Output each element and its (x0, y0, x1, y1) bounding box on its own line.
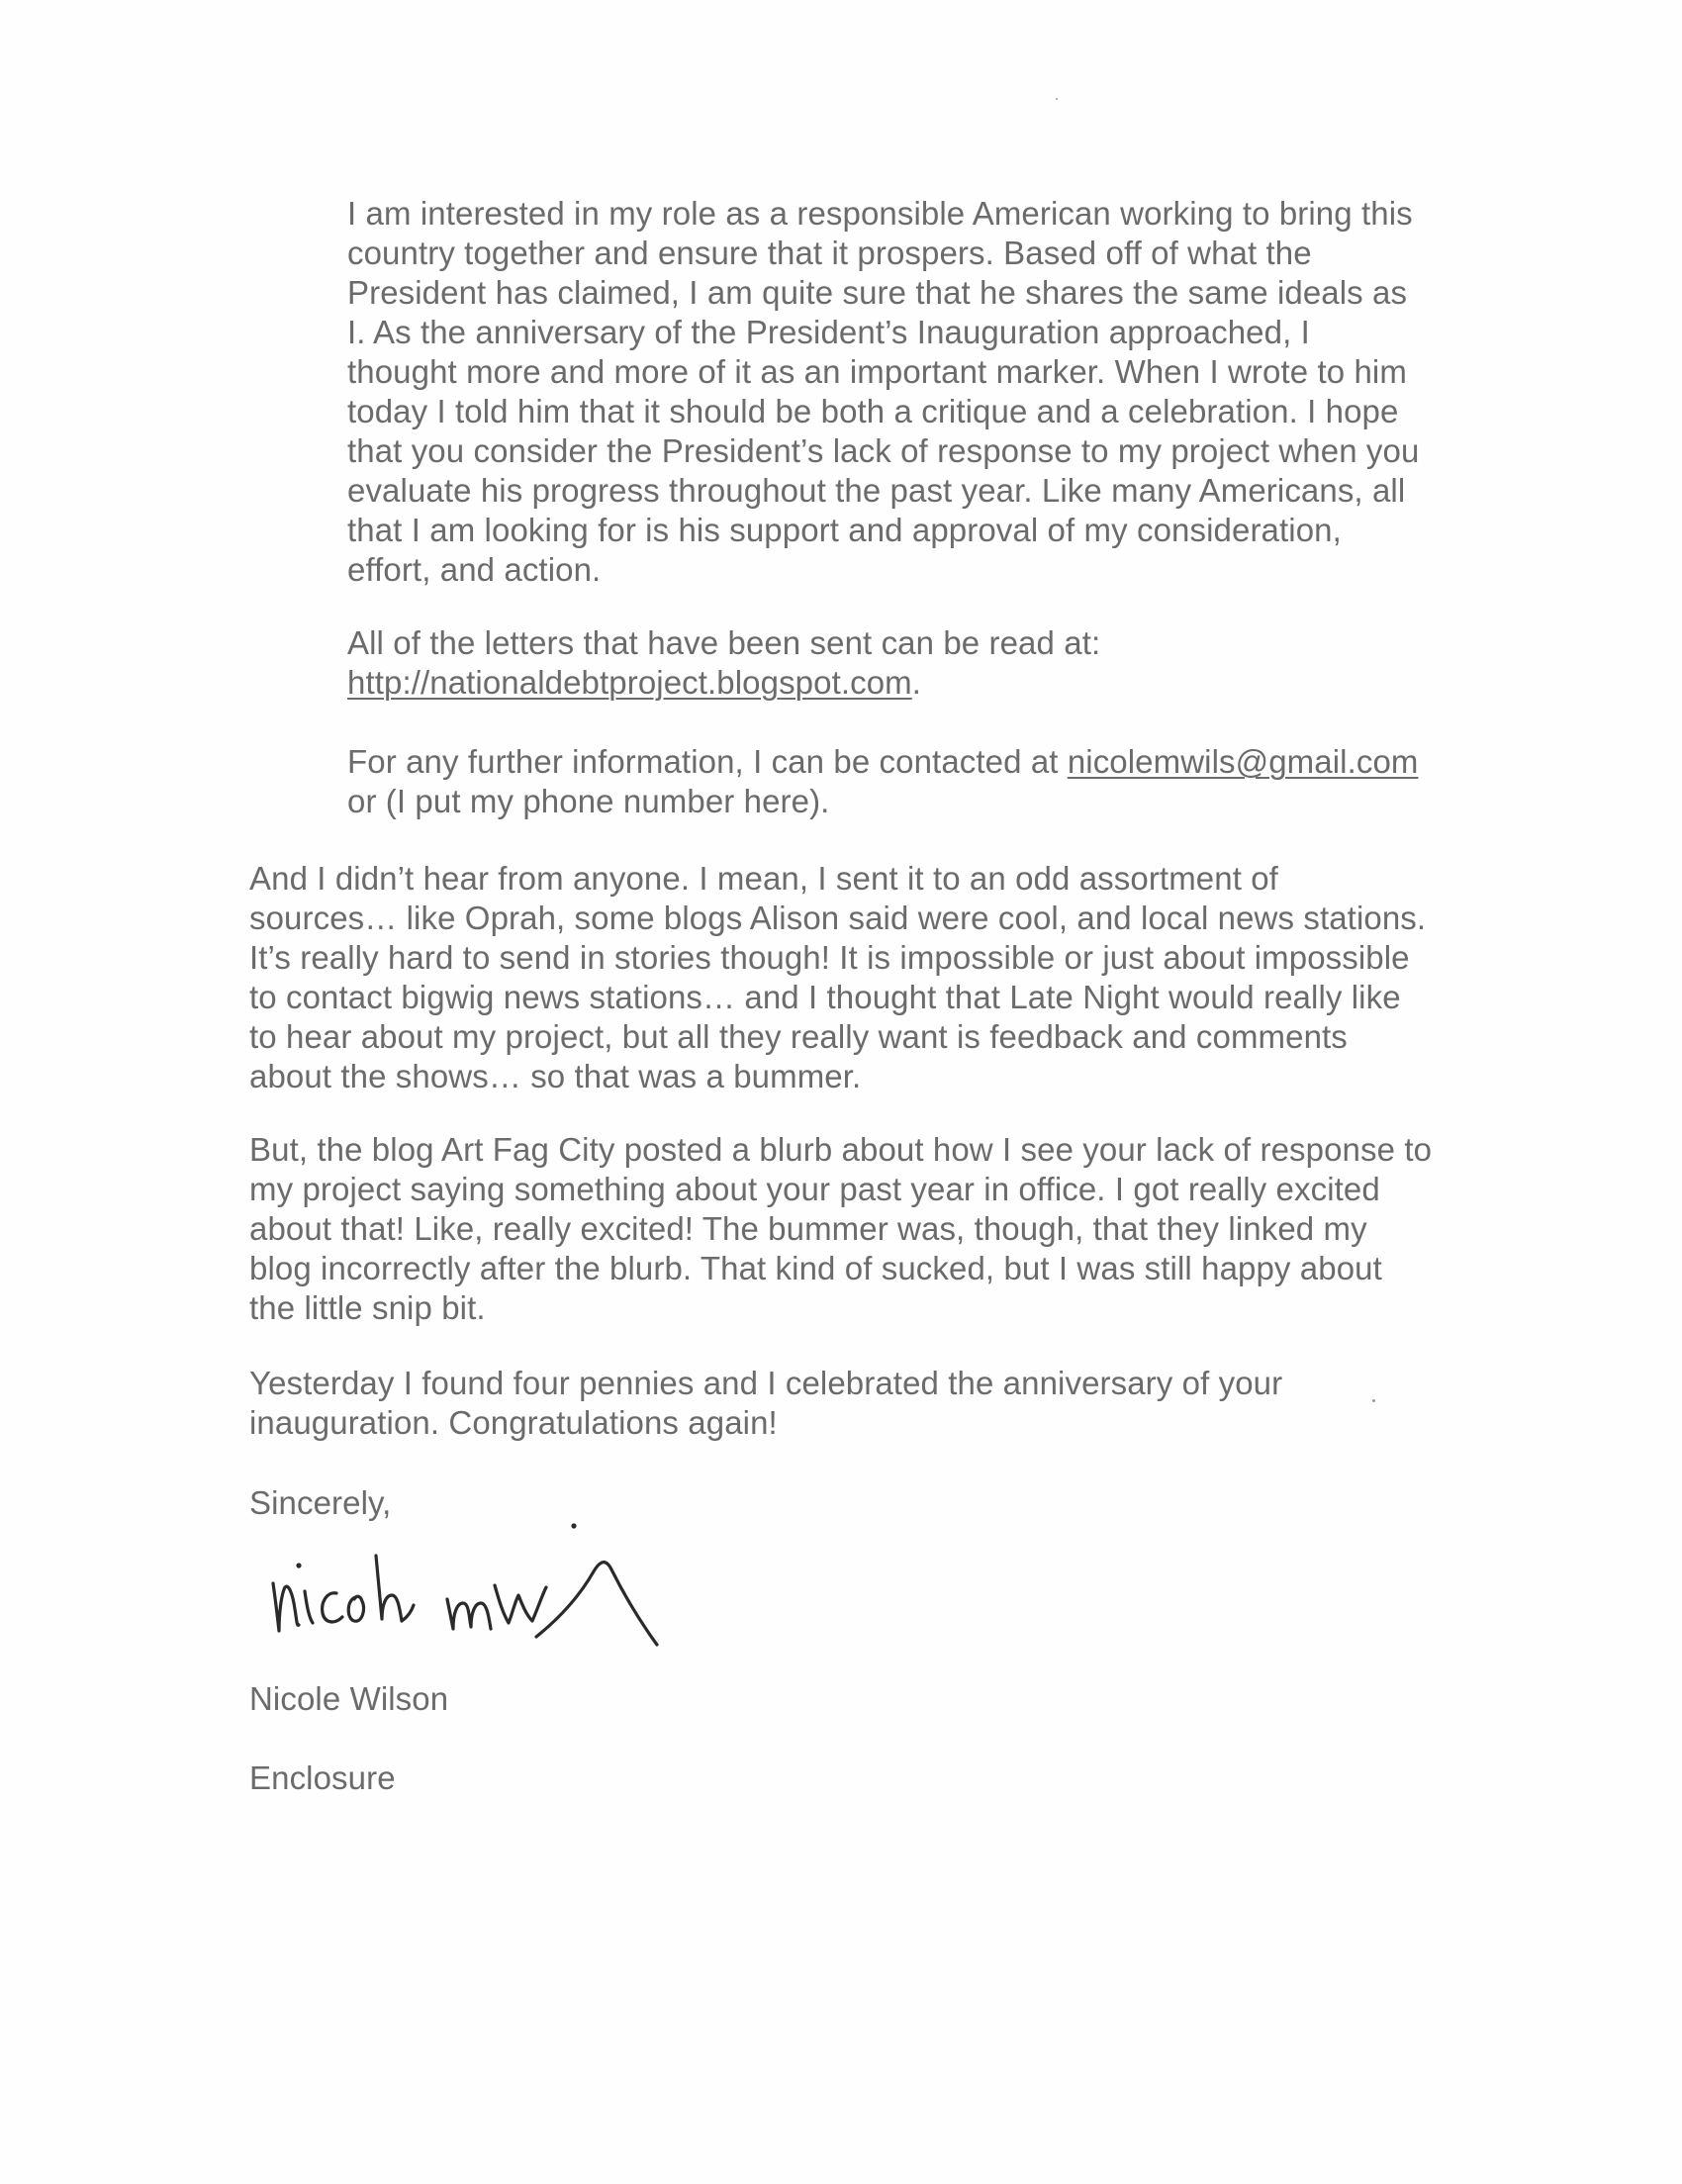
paragraph-2 (249, 1130, 1476, 1328)
contact-line (347, 742, 1436, 782)
quoted-paragraph-1 (347, 194, 1436, 590)
quoted-paragraph-1-line: that you consider the President’s lack of response to my project when you (347, 432, 1420, 469)
paragraph-1 (249, 859, 1476, 1096)
letters-intro-text: All of the letters that have been sent can be read at: (347, 624, 1101, 661)
paragraph-1-line: to hear about my project, but all they really want is feedback and comments (249, 1018, 1348, 1055)
phone-line: or (I put my phone number here). (347, 783, 830, 819)
scan-speck (1372, 1399, 1375, 1402)
enclosure-text: Enclosure (249, 1759, 396, 1796)
paragraph-2-line: about that! Like, really excited! The bummer was, though, that they linked my (249, 1210, 1367, 1247)
paragraph-1-line: to contact bigwig news stations… and I thought that Late Night would really like (249, 979, 1401, 1015)
quoted-paragraph-1-line: today I told him that it should be both a critique and a celebration. I hope (347, 393, 1399, 429)
enclosure-note (249, 1758, 1476, 1798)
scan-speck (1056, 98, 1058, 100)
closing-text: Sincerely, (249, 1484, 392, 1521)
paragraph-2-line: my project saying something about your past year in office. I got really excited (249, 1171, 1380, 1207)
handwritten-signature (259, 1514, 774, 1662)
paragraph-1-line: sources… like Oprah, some blogs Alison said were cool, and local news stations. (249, 900, 1427, 936)
paragraph-3-line: Yesterday I found four pennies and I celebrated the anniversary of your (249, 1365, 1283, 1401)
email-link[interactable]: nicolemwils@gmail.com (1067, 743, 1419, 780)
quoted-paragraph-1-line: effort, and action. (347, 551, 602, 588)
quoted-paragraph-2 (347, 623, 1436, 703)
blog-link-suffix: . (911, 664, 922, 701)
quoted-paragraph-1-line: country together and ensure that it prospers. Based off of what the (347, 235, 1312, 271)
quoted-paragraph-1-line: I. As the anniversary of the President’s Inauguration approached, I (347, 314, 1310, 350)
blog-link-line (347, 663, 1436, 703)
quoted-paragraph-1-line: President has claimed, I am quite sure that he shares the same ideals as (347, 274, 1408, 311)
contact-prefix: For any further information, I can be contacted at (347, 743, 1068, 780)
quoted-paragraph-1-line: that I am looking for is his support and approval of my consideration, (347, 512, 1342, 548)
signatory-name-text: Nicole Wilson (249, 1680, 449, 1717)
paragraph-2-line: But, the blog Art Fag City posted a blurb about how I see your lack of response to (249, 1131, 1433, 1168)
paragraph-1-line: about the shows… so that was a bummer. (249, 1058, 862, 1094)
paragraph-3-line: inauguration. Congratulations again! (249, 1404, 778, 1441)
blog-link[interactable]: http://nationaldebtproject.blogspot.com (347, 664, 912, 701)
paragraph-3 (249, 1364, 1476, 1443)
paragraph-1-line: And I didn’t hear from anyone. I mean, I sent it to an odd assortment of (249, 860, 1278, 897)
quoted-paragraph-1-line: evaluate his progress throughout the past year. Like many Americans, all (347, 472, 1406, 509)
paragraph-2-line: the little snip bit. (249, 1289, 486, 1326)
quoted-paragraph-1-line: thought more and more of it as an important marker. When I wrote to him (347, 353, 1407, 390)
signatory-name (249, 1679, 1476, 1719)
paragraph-1-line: It’s really hard to send in stories though! It is impossible or just about impossible (249, 939, 1410, 976)
quoted-paragraph-1-line: I am interested in my role as a responsible American working to bring this (347, 195, 1413, 232)
quoted-paragraph-3 (347, 742, 1436, 821)
paragraph-2-line: blog incorrectly after the blurb. That kind of sucked, but I was still happy about (249, 1250, 1382, 1286)
